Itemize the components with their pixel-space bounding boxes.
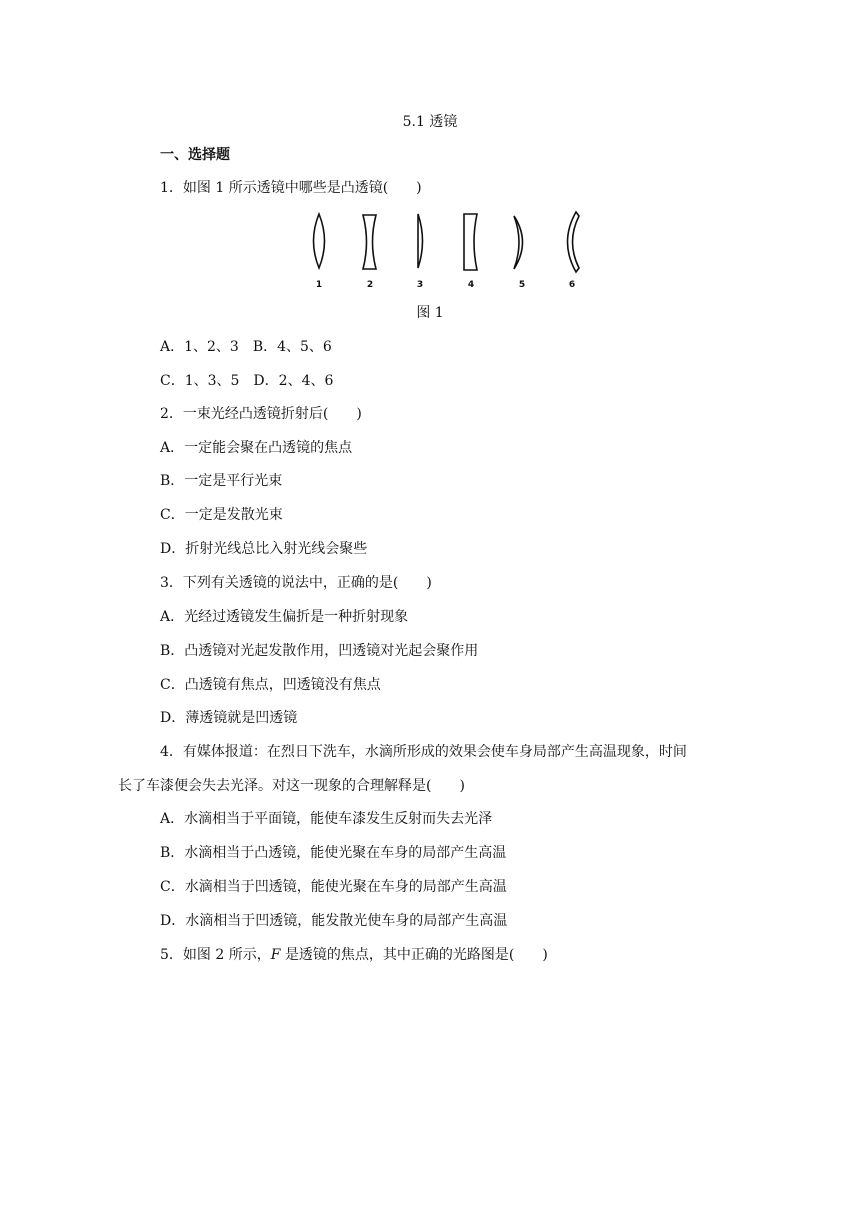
lens-1-biconvex xyxy=(314,214,325,268)
question-3-option: D．薄透镜就是凹透镜 xyxy=(160,710,298,726)
focal-point-variable: F xyxy=(270,947,281,963)
lens-2-biconcave xyxy=(363,215,376,269)
question-4-option: B．水滴相当于凸透镜，能使光聚在车身的局部产生高温 xyxy=(160,845,507,861)
lens-label-5: 5 xyxy=(518,280,526,290)
question-4-option: A．水滴相当于平面镜，能使车漆发生反射而失去光泽 xyxy=(160,811,493,827)
lens-6-meniscus-concave xyxy=(568,212,580,272)
lens-figure xyxy=(300,208,590,292)
lens-label-1: 1 xyxy=(315,280,323,290)
question-1-stem: 1．如图 1 所示透镜中哪些是凸透镜( ) xyxy=(160,180,422,196)
section-heading: 一、选择题 xyxy=(160,147,230,163)
question-4-option: D．水滴相当于凹透镜，能发散光使车身的局部产生高温 xyxy=(160,913,508,929)
question-2-option: B．一定是平行光束 xyxy=(160,473,283,489)
question-3-option: B．凸透镜对光起发散作用，凹透镜对光起会聚作用 xyxy=(160,643,479,659)
question-3-option: C．凸透镜有焦点，凹透镜没有焦点 xyxy=(160,677,381,693)
question-3-stem: 3．下列有关透镜的说法中，正确的是( ) xyxy=(160,575,432,591)
lens-4-planoconcave xyxy=(464,214,477,270)
lens-label-6: 6 xyxy=(568,280,576,290)
question-2-option: C．一定是发散光束 xyxy=(160,507,283,523)
question-5-stem-pre: 5．如图 2 所示， xyxy=(160,947,271,963)
question-4-stem-line-2: 长了车漆便会失去光泽。对这一现象的合理解释是( ) xyxy=(118,778,465,794)
lens-label-3: 3 xyxy=(416,280,424,290)
question-5-stem-post: 是透镜的焦点，其中正确的光路图是( ) xyxy=(280,947,548,963)
question-1-option: C．1、3、5 D．2、4、6 xyxy=(160,373,334,389)
lens-diagram xyxy=(300,208,590,292)
question-4-stem-line-1: 4．有媒体报道：在烈日下洗车，水滴所形成的效果会使车身局部产生高温现象，时间 xyxy=(160,744,687,760)
lens-label-4: 4 xyxy=(467,280,475,290)
question-2-option: A．一定能会聚在凸透镜的焦点 xyxy=(160,440,353,456)
lens-3-planoconvex xyxy=(418,214,423,268)
page-title: 5.1 透镜 xyxy=(402,114,458,130)
question-2-option: D．折射光线总比入射光线会聚些 xyxy=(160,541,368,557)
figure-1-caption: 图 1 xyxy=(416,305,444,321)
question-5-stem xyxy=(160,946,548,964)
question-3-option: A．光经过透镜发生偏折是一种折射现象 xyxy=(160,609,409,625)
question-1-option: A．1、2、3 B．4、5、6 xyxy=(160,339,332,355)
lens-label-2: 2 xyxy=(366,280,374,290)
question-2-stem: 2．一束光经凸透镜折射后( ) xyxy=(160,406,362,422)
lens-5-meniscus-convex xyxy=(514,216,523,269)
question-4-option: C．水滴相当于凹透镜，能使光聚在车身的局部产生高温 xyxy=(160,879,507,895)
